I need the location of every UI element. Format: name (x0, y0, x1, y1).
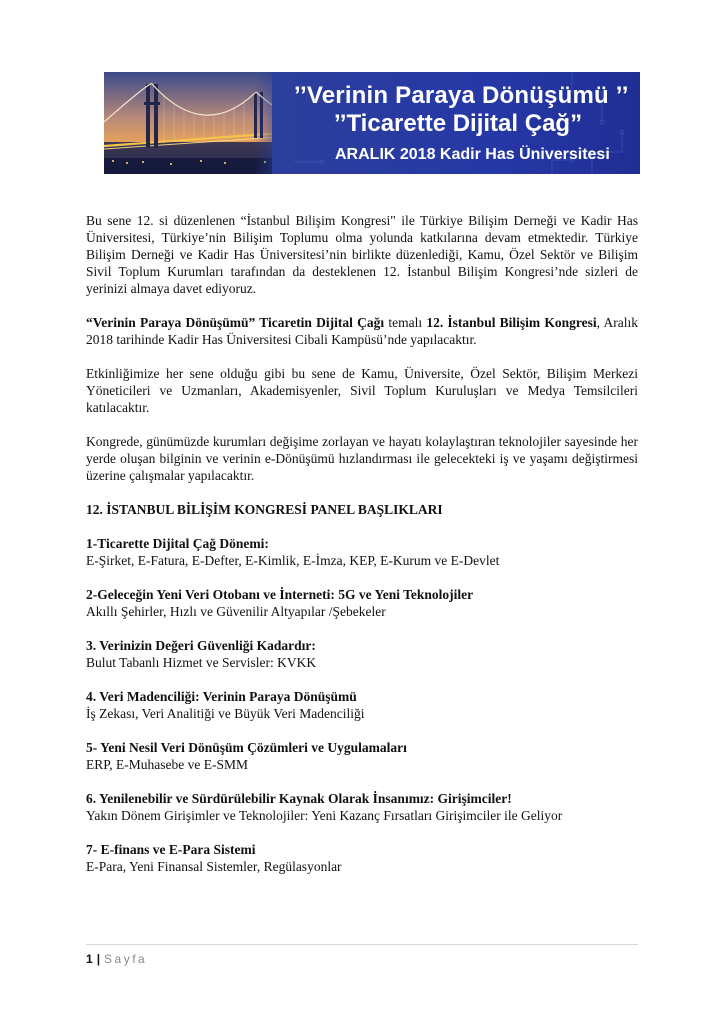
panels-heading: 12. İSTANBUL BİLİŞİM KONGRESİ PANEL BAŞLIKLARI (86, 502, 443, 517)
panel-title: 1-Ticarette Dijital Çağ Dönemi: (86, 536, 269, 551)
panel-description: Yakın Dönem Girişimler ve Teknolojiler: Yeni Kazanç Fırsatları Girişimciler ile Geliyor (86, 808, 563, 823)
panel-title: 7- E-finans ve E-Para Sistemi (86, 842, 256, 857)
panel-title: 3. Verinizin Değeri Güvenliği Kadardır: (86, 638, 316, 653)
congress-name-bold: 12. İstanbul Bilişim Kongresi (426, 315, 597, 330)
theme-bold: “Verinin Paraya Dönüşümü” Ticaretin Dijital Çağı (86, 315, 385, 330)
panel-item (86, 637, 638, 671)
intro-paragraph-4: Kongrede, günümüzde kurumları değişime zorlayan ve hayatı kolaylaştıran teknolojiler sayesinde her yerde oluşan bilginin ve verinin e-Dönüşümü hızlandırması ile gelecekteki iş ve yaşamı değiştirmesi üzerine çalışmalar yapılacaktır. (86, 434, 638, 483)
panel-item (86, 688, 638, 722)
banner-fade (254, 72, 294, 174)
banner-title-line2: ’’Ticarette Dijital Çağ” (334, 110, 583, 137)
date-location-text: , Aralık 2018 tarihinde Kadir Has Üniversitesi Cibali Kampüsü’nde yapılacaktır. (86, 315, 638, 347)
banner-title-line1: ’’Verinin Paraya Dönüşümü ’’ (294, 82, 629, 109)
page-footer (86, 952, 147, 966)
panel-item (86, 535, 638, 569)
footer-divider (86, 944, 638, 945)
document-body (86, 212, 638, 892)
header-banner (104, 72, 640, 174)
panel-title: 5- Yeni Nesil Veri Dönüşüm Çözümleri ve Uygulamaları (86, 740, 407, 755)
panel-item (86, 790, 638, 824)
panel-item (86, 739, 638, 773)
page-separator: | (96, 952, 101, 966)
panel-item (86, 586, 638, 620)
panel-description: İş Zekası, Veri Analitiği ve Büyük Veri Madenciliği (86, 706, 365, 721)
panel-description: Bulut Tabanlı Hizmet ve Servisler: KVKK (86, 655, 317, 670)
page-number: 1 (86, 952, 93, 966)
banner-subtitle: ARALIK 2018 Kadir Has Üniversitesi (335, 146, 610, 163)
intro-paragraph-1: Bu sene 12. si düzenlenen “İstanbul Bilişim Kongresi" ile Türkiye Bilişim Derneği ve Kadir Has Üniversitesi, Türkiye’nin Bilişim Toplumu olma yolunda katkılarına devam etmektedir. Türkiye Bilişim Derneği ve Kadir Has Üniversitesi’nin birlikte düzenlediği, Kamu, Özel Sektör ve Bilişim Sivil Toplum Kurumları tarafından da desteklenen 12. İstanbul Bilişim Kongresi’nde sizleri de yerinizi almaya davet ediyoruz. (86, 213, 638, 296)
theme-connector: temalı (384, 315, 427, 330)
panel-description: E-Şirket, E-Fatura, E-Defter, E-Kimlik, E-İmza, KEP, E-Kurum ve E-Devlet (86, 553, 500, 568)
panel-title: 6. Yenilenebilir ve Sürdürülebilir Kaynak Olarak İnsanımız: Girişimciler! (86, 791, 512, 806)
page-label: Sayfa (104, 952, 148, 966)
intro-paragraph-2 (86, 314, 638, 348)
panel-description: Akıllı Şehirler, Hızlı ve Güvenilir Altyapılar /Şebekeler (86, 604, 386, 619)
panel-description: E-Para, Yeni Finansal Sistemler, Regülasyonlar (86, 859, 342, 874)
panel-title: 4. Veri Madenciliği: Verinin Paraya Dönüşümü (86, 689, 357, 704)
panel-description: ERP, E-Muhasebe ve E-SMM (86, 757, 248, 772)
intro-paragraph-3: Etkinliğimize her sene olduğu gibi bu sene de Kamu, Üniversite, Özel Sektör, Bilişim Merkezi Yöneticileri ve Uzmanları, Akademisyenler, Sivil Toplum Kuruluşları ve Medya Temsilcileri katılacaktır. (86, 366, 638, 415)
panel-item (86, 841, 638, 875)
panel-title: 2-Geleceğin Yeni Veri Otobanı ve İnterneti: 5G ve Yeni Teknolojiler (86, 587, 474, 602)
